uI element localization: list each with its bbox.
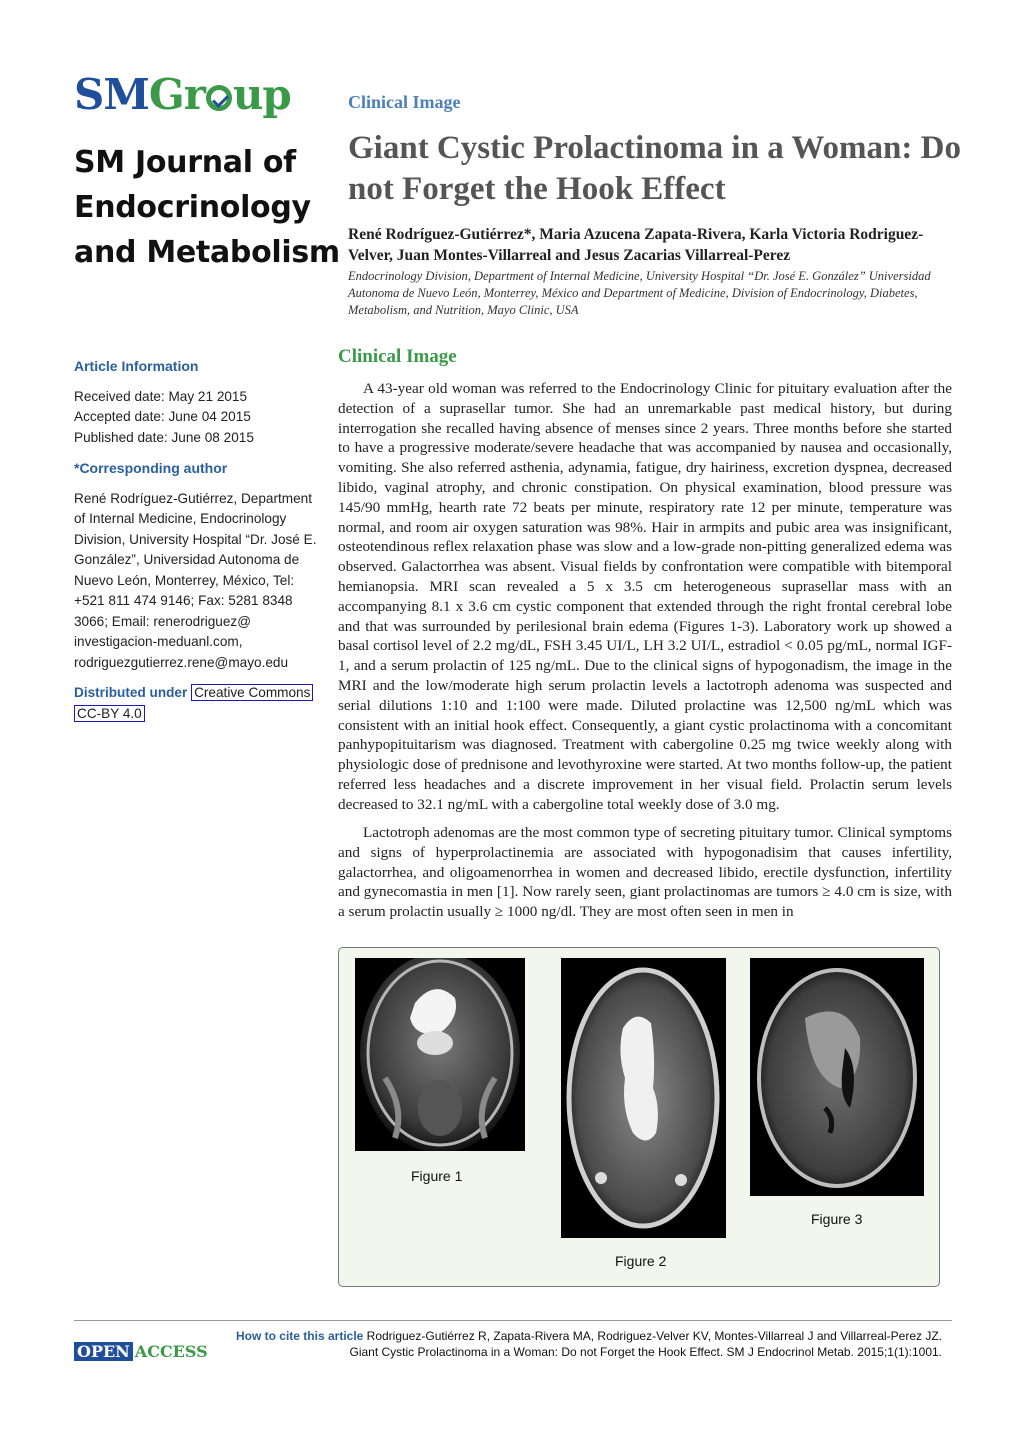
logo-sm: SM [74, 70, 149, 119]
open-access-logo [74, 1342, 208, 1361]
figure-2-caption: Figure 2 [615, 1253, 667, 1269]
figure-panel [338, 947, 940, 1287]
corresponding-author-heading: *Corresponding author [74, 460, 228, 476]
body-paragraph-1 [338, 379, 952, 815]
received-date: Received date: May 21 2015 [74, 388, 248, 404]
affiliation: Endocrinology Division, Department of Internal Medicine, University Hospital “Dr. José E. González” Universidad Autonoma de Nuevo León, Monterrey, México and Department of Medicine, Division of Endocrinology, Diabetes, Metabolism, and Nutrition, Mayo Clinic, USA [348, 269, 931, 317]
figure-1-caption: Figure 1 [411, 1168, 463, 1184]
article-title: Giant Cystic Prolactinoma in a Woman: Do not Forget the Hook Effect [348, 130, 961, 207]
author-list: René Rodríguez-Gutiérrez*, Maria Azucena Zapata-Rivera, Karla Victoria Rodriguez-Velver, Juan Montes-Villarreal and Jesus Zacarias Villarreal-Perez [348, 226, 924, 264]
figure-2-mri-image [561, 958, 726, 1238]
article-info-heading: Article Information [74, 358, 199, 374]
paragraph-text: Lactotroph adenomas are the most common type of secreting pituitary tumor. Clinical symptoms and signs of hyperprolactinemia are associated with hypogonadisim that causes infertility, galactorrhea, and oligoamenorrhea in women and decreased libido, erectile dysfunction, infertility and gynecomastia in men [1]. Now rarely seen, giant prolactinomas are tumors ≥ 4.0 cm is size, with a serum prolactin usually ≥ 1000 ng/dl. They are most often seen in men in [338, 824, 952, 921]
license-link-cc-by[interactable]: CC-BY 4.0 [74, 705, 145, 722]
logo-check-icon [206, 85, 232, 111]
open-access-open: OPEN [74, 1342, 133, 1361]
corresponding-author-details: René Rodríguez-Gutiérrez, Department of Internal Medicine, Endocrinology Division, University Hospital “Dr. José E. González”, Universidad Autonoma de Nuevo León, Monterrey, México, Tel: +521 811 474 9146; Fax: 5281 8348 3066; Email: renerodriguez@ investigacion-meduanl.com, rodriguezgutierrez.rene@mayo.edu [74, 490, 317, 670]
figure-3-caption: Figure 3 [811, 1211, 863, 1227]
distributed-under-label: Distributed under [74, 685, 188, 700]
figure-1-mri-image [355, 958, 525, 1151]
logo-gr: Gr [148, 70, 205, 119]
body-paragraph-2 [338, 823, 952, 922]
published-date: Published date: June 08 2015 [74, 429, 254, 445]
main-section-heading: Clinical Image [338, 346, 457, 367]
citation-block [220, 1328, 942, 1360]
citation-text: Rodriguez-Gutiérrez R, Zapata-Rivera MA, Rodriguez-Velver KV, Montes-Villarreal J and Villarreal-Perez JZ. Giant Cystic Prolactinoma in a Woman: Do not Forget the Hook Effect. SM J Endocrinol Metab. 2015;1(1):1001. [349, 1329, 942, 1359]
figure-3-mri-image [750, 958, 924, 1196]
citation-label: How to cite this article [235, 1329, 364, 1343]
accepted-date: Accepted date: June 04 2015 [74, 409, 251, 424]
footer-divider [74, 1320, 952, 1321]
license-block [74, 683, 324, 724]
article-sidebar [74, 356, 324, 724]
smgroup-logo [74, 70, 291, 119]
paragraph-text: A 43-year old woman was referred to the Endocrinology Clinic for pituitary evaluation after the detection of a suprasellar tumor. She had an unremarkable past medical history, but during interrogation she recalled having absence of menses since 2 years. Three months before she started to have a progressive moderate/severe headache that was accompanied by nausea and occasionally, vomiting. She also referred asthenia, adynamia, fatigue, dry hairiness, excretion dyspnea, decreased libido, vaginal atrophy, and chronic constipation. On physical examination, blood pressure was 145/90 mmHg, hearth rate 72 beats per minute, respiratory rate 12 per minute, temperature was normal, and room air oxygen saturation was 98%. Hair in armpits and pubic area was insignificant, osteotendinous reflex relaxation phase was slow and a low-grade non-pitting generalized edema was observed. Galactorrhea was absent. Visual fields by confrontation were compatible with bitemporal hemianopsia. MRI scan revealed a 5 x 3.5 cm heterogeneous suprasellar mass with an accompanying 8.1 x 3.6 cm cystic component that extended through the right frontal cerebral lobe and that was surrounded by perilesional brain edema (Figures 1-3). Laboratory work up showed a basal cortisol level of 2.2 mg/dL, FSH 3.45 UI/L, LH 3.2 UI/L, estradiol < 0.05 pg/mL, normal IGF-1, and a serum prolactin of 125 ng/mL. Due to the clinical signs of hypogonadism, the image in the MRI and the low/moderate high serum prolactin levels a lactotroph adenoma was suspected and serial dilutions 1:10 and 1:100 were made. Diluted prolactine was 12,500 ng/mL which was consistent with an initial hook effect. Consequently, a giant cystic prolactinoma with a concomitant panhypopituitarism was diagnosed. Treatment with cabergoline 0.25 mg twice weekly along with physiologic dose of prednisone and levothyroxine were started. At two months follow-up, the patient referred less headaches and a discrete improvement in her visual field. Prolactin serum levels decreased to 32.1 ng/mL with a cabergoline total weekly dose of 3.0 mg. [338, 380, 952, 813]
article-section-label: Clinical Image [348, 92, 461, 112]
license-link-creative-commons[interactable]: Creative Commons [191, 684, 313, 701]
journal-title: SM Journal of Endocrinology and Metabolism [74, 145, 340, 270]
open-access-access: ACCESS [134, 1342, 208, 1361]
article-dates [74, 387, 324, 449]
logo-up: up [232, 70, 291, 119]
